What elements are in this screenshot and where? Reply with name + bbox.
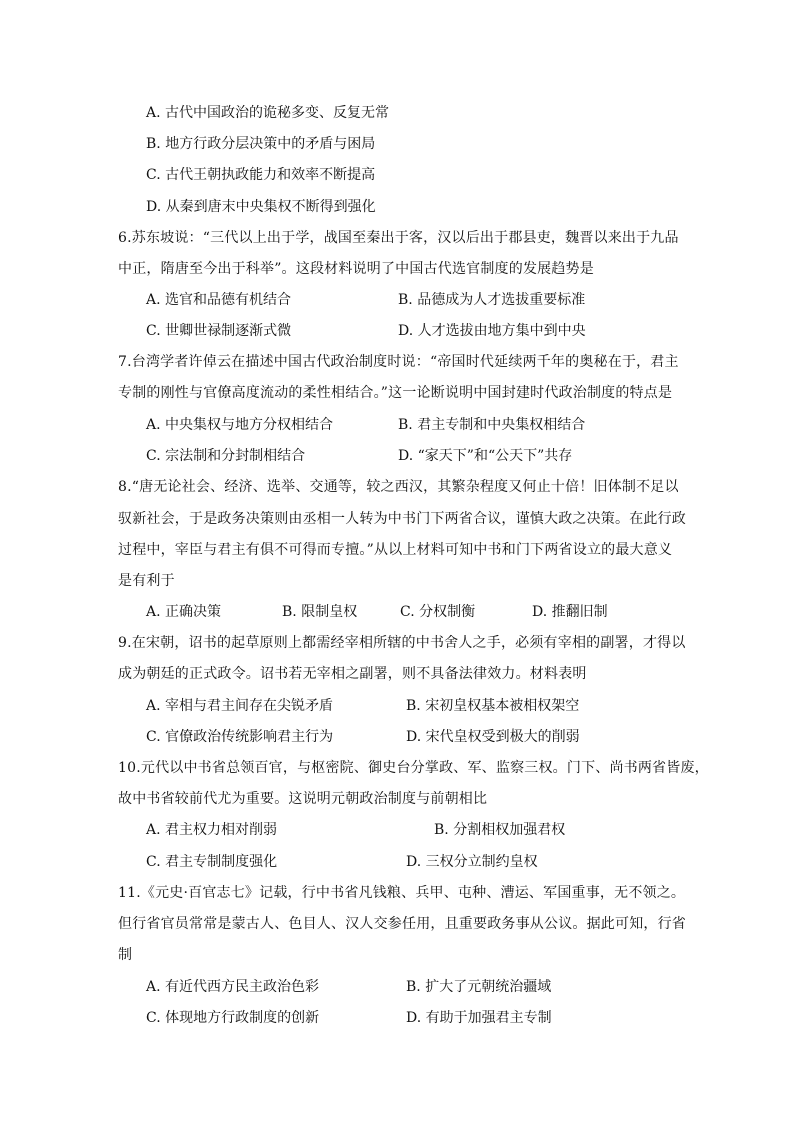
q10-option-a: A. 君主权力相对削弱: [146, 822, 278, 838]
q8-stem-line-2: 驭新社会，于是政务决策则由丞相一人转为中书门下两省合议，谨慎大政之决策。在此行政: [118, 511, 686, 527]
q10-stem-line-1: 10.元代以中书省总领百官，与枢密院、御史台分掌政、军、监察三权。门下、尚书两省皆废，: [118, 760, 709, 776]
q7-stem-line-1: 7.台湾学者许倬云在描述中国古代政治制度时说：“帝国时代延续两千年的奥秘在于，君主: [118, 354, 679, 370]
q11-stem-line-1: 11.《元史·百官志七》记载，行中书省凡钱粮、兵甲、屯种、漕运、军国重事，无不领之。: [118, 885, 686, 901]
q6-option-a: A. 选官和品德有机结合: [146, 292, 292, 308]
q9-stem-line-2: 成为朝廷的正式政令。诏书若无宰相之副署，则不具备法律效力。材料表明: [118, 666, 587, 682]
q9-option-d: D. 宋代皇权受到极大的削弱: [406, 729, 580, 745]
q11-option-b: B. 扩大了元朝统治疆域: [406, 979, 552, 995]
q7-option-b: B. 君主专制和中央集权相结合: [398, 417, 586, 433]
q9-option-b: B. 宋初皇权基本被相权架空: [406, 698, 580, 714]
q7-stem-line-2: 专制的刚性与官僚高度流动的柔性相结合。”这一论断说明中国封建时代政治制度的特点是: [118, 385, 673, 401]
q11-stem-line-3: 制: [118, 947, 133, 963]
q8-stem-line-1: 8.“唐无论社会、经济、选举、交通等，较之西汉，其繁杂程度又何止十倍！旧体制不足以: [118, 479, 679, 495]
q7-option-d: D. “家天下”和“公天下”共存: [398, 448, 573, 464]
q5-option-c: C. 古代王朝执政能力和效率不断提高: [146, 167, 376, 183]
q8-stem-line-3: 过程中，宰臣与君主有俱不可得而专擅。”从以上材料可知中书和门下两省设立的最大意义: [118, 542, 673, 558]
q7-option-c: C. 宗法制和分封制相结合: [146, 448, 306, 464]
q5-option-a: A. 古代中国政治的诡秘多变、反复无常: [146, 105, 390, 121]
q11-option-d: D. 有助于加强君主专制: [406, 1010, 552, 1026]
q6-stem-line-2: 中正，隋唐至今出于科举”。这段材料说明了中国古代选官制度的发展趋势是: [118, 261, 594, 277]
q10-option-d: D. 三权分立制约皇权: [406, 854, 538, 870]
q8-option-a: A. 正确决策: [146, 604, 222, 620]
q10-stem-line-2: 故中书省较前代尤为重要。这说明元朝政治制度与前朝相比: [118, 791, 488, 807]
q9-option-a: A. 宰相与君主间存在尖锐矛盾: [146, 698, 334, 714]
q5-option-d: D. 从秦到唐末中央集权不断得到强化: [146, 199, 376, 215]
q9-stem-line-1: 9.在宋朝，诏书的起草原则上都需经宰相所辖的中书舍人之手，必须有宰相的副署，才得以: [118, 635, 686, 651]
q6-option-d: D. 人才选拔由地方集中到中央: [398, 323, 586, 339]
q8-option-b: B. 限制皇权: [282, 604, 358, 620]
q9-option-c: C. 官僚政治传统影响君主行为: [146, 729, 334, 745]
q6-option-b: B. 品德成为人才选拔重要标准: [398, 292, 586, 308]
q5-option-b: B. 地方行政分层决策中的矛盾与困局: [146, 136, 376, 152]
q11-option-a: A. 有近代西方民主政治色彩: [146, 979, 320, 995]
q11-stem-line-2: 但行省官员常常是蒙古人、色目人、汉人交参任用，且重要政务事从公议。据此可知，行省: [118, 916, 686, 932]
q10-option-c: C. 君主专制制度强化: [146, 854, 278, 870]
q6-option-c: C. 世卿世禄制逐渐式微: [146, 323, 292, 339]
q8-option-d: D. 推翻旧制: [532, 604, 608, 620]
q6-stem-line-1: 6.苏东坡说：“三代以上出于学，战国至秦出于客，汉以后出于郡县吏，魏晋以来出于九品: [118, 230, 679, 246]
q11-option-c: C. 体现地方行政制度的创新: [146, 1010, 320, 1026]
q8-option-c: C. 分权制衡: [400, 604, 476, 620]
q7-option-a: A. 中央集权与地方分权相结合: [146, 417, 334, 433]
q10-option-b: B. 分割相权加强君权: [434, 822, 566, 838]
q8-stem-line-4: 是有利于: [118, 573, 175, 589]
